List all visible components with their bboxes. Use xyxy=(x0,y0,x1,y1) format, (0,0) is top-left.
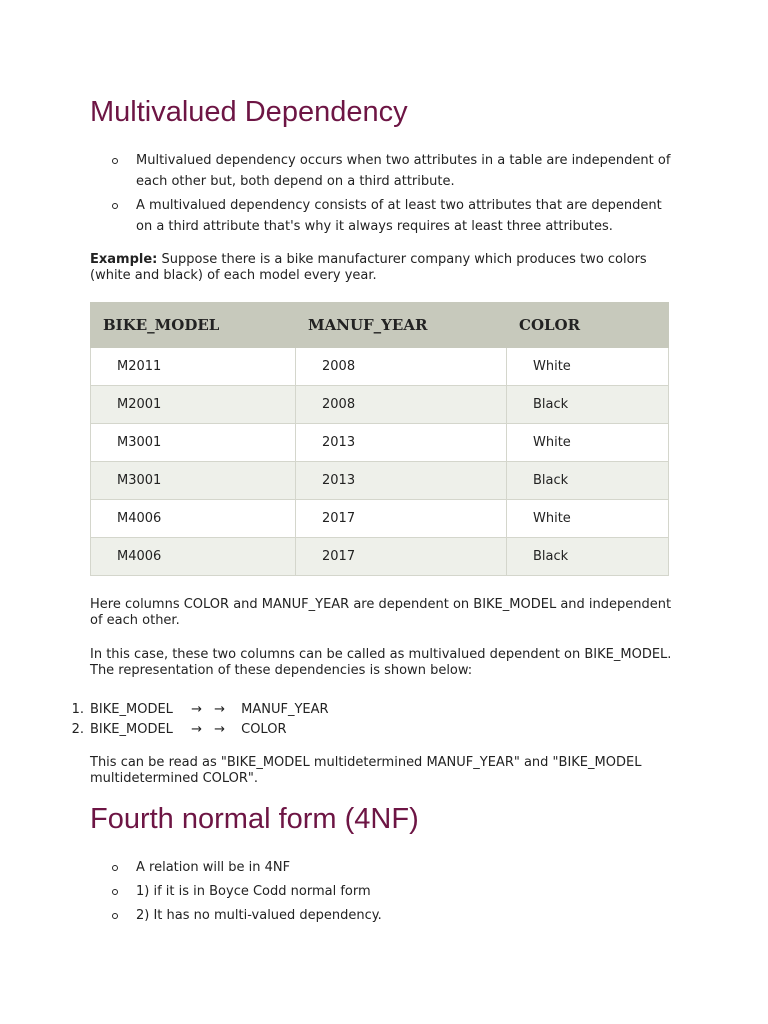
example-paragraph xyxy=(90,252,680,284)
list-item: 1) if it is in Boyce Codd normal form xyxy=(112,881,682,902)
circle-bullet-icon xyxy=(112,203,118,209)
table-cell: White xyxy=(507,348,669,386)
dependency-right: MANUF_YEAR xyxy=(241,702,329,717)
list-item: A relation will be in 4NF xyxy=(112,857,682,878)
table-cell: 2017 xyxy=(296,500,507,538)
4nf-bullet-list xyxy=(112,857,682,929)
table-cell: M2001 xyxy=(91,386,296,424)
table-cell: Black xyxy=(507,538,669,576)
column-header-bike-model: BIKE_MODEL xyxy=(91,303,296,348)
table-cell: White xyxy=(507,500,669,538)
example-label: Example: xyxy=(90,252,158,267)
table-cell: M2011 xyxy=(91,348,296,386)
table-cell: M4006 xyxy=(91,538,296,576)
section-title-fourth-normal-form: Fourth normal form (4NF) xyxy=(90,803,419,835)
multidetermined-paragraph: This can be read as "BIKE_MODEL multidetermined MANUF_YEAR" and "BIKE_MODEL multidetermined COLOR". xyxy=(90,755,642,786)
table-cell: 2017 xyxy=(296,538,507,576)
multivalued-case-paragraph: In this case, these two columns can be called as multivalued dependent on BIKE_MODEL. The representation of these dependencies is shown below: xyxy=(90,647,672,678)
section-title-multivalued-dependency: Multivalued Dependency xyxy=(90,96,408,128)
list-number: 2. xyxy=(71,722,84,737)
circle-bullet-icon xyxy=(112,865,118,871)
multivalued-bullet-list xyxy=(112,150,682,240)
table-cell: M3001 xyxy=(91,424,296,462)
dependency-right: COLOR xyxy=(241,722,287,737)
table-row xyxy=(91,348,669,386)
dependency-explanation-paragraph: Here columns COLOR and MANUF_YEAR are dependent on BIKE_MODEL and independent of each other. xyxy=(90,597,672,628)
table-row xyxy=(91,462,669,500)
table-row xyxy=(91,386,669,424)
table-cell: M4006 xyxy=(91,500,296,538)
table-row xyxy=(91,500,669,538)
table-cell: 2008 xyxy=(296,348,507,386)
list-item: 2) It has no multi-valued dependency. xyxy=(112,905,682,926)
table-cell: 2013 xyxy=(296,462,507,500)
column-header-color: COLOR xyxy=(507,303,669,348)
table-row xyxy=(91,424,669,462)
table-cell: M3001 xyxy=(91,462,296,500)
table-cell: 2008 xyxy=(296,386,507,424)
table-cell: 2013 xyxy=(296,424,507,462)
circle-bullet-icon xyxy=(112,889,118,895)
table-cell: Black xyxy=(507,386,669,424)
list-item: Multivalued dependency occurs when two attributes in a table are independent of each other but, both depend on a third attribute. xyxy=(112,150,682,192)
list-number: 1. xyxy=(71,702,84,717)
list-item xyxy=(71,700,329,720)
table-cell: White xyxy=(507,424,669,462)
list-item: A multivalued dependency consists of at least two attributes that are dependent on a third attribute that's why it always requires at least three attributes. xyxy=(112,195,682,237)
double-arrow-icon: → → xyxy=(191,702,229,717)
column-header-manuf-year: MANUF_YEAR xyxy=(296,303,507,348)
list-item xyxy=(71,720,329,740)
dependency-left: BIKE_MODEL xyxy=(90,702,173,717)
dependency-list xyxy=(71,700,329,740)
dependency-left: BIKE_MODEL xyxy=(90,722,173,737)
circle-bullet-icon xyxy=(112,913,118,919)
table-cell: Black xyxy=(507,462,669,500)
double-arrow-icon: → → xyxy=(191,722,229,737)
circle-bullet-icon xyxy=(112,158,118,164)
table-header-row xyxy=(91,303,669,348)
example-text: Suppose there is a bike manufacturer company which produces two colors (white and black) of each model every year. xyxy=(90,252,647,283)
bike-table xyxy=(90,302,669,576)
table-row xyxy=(91,538,669,576)
